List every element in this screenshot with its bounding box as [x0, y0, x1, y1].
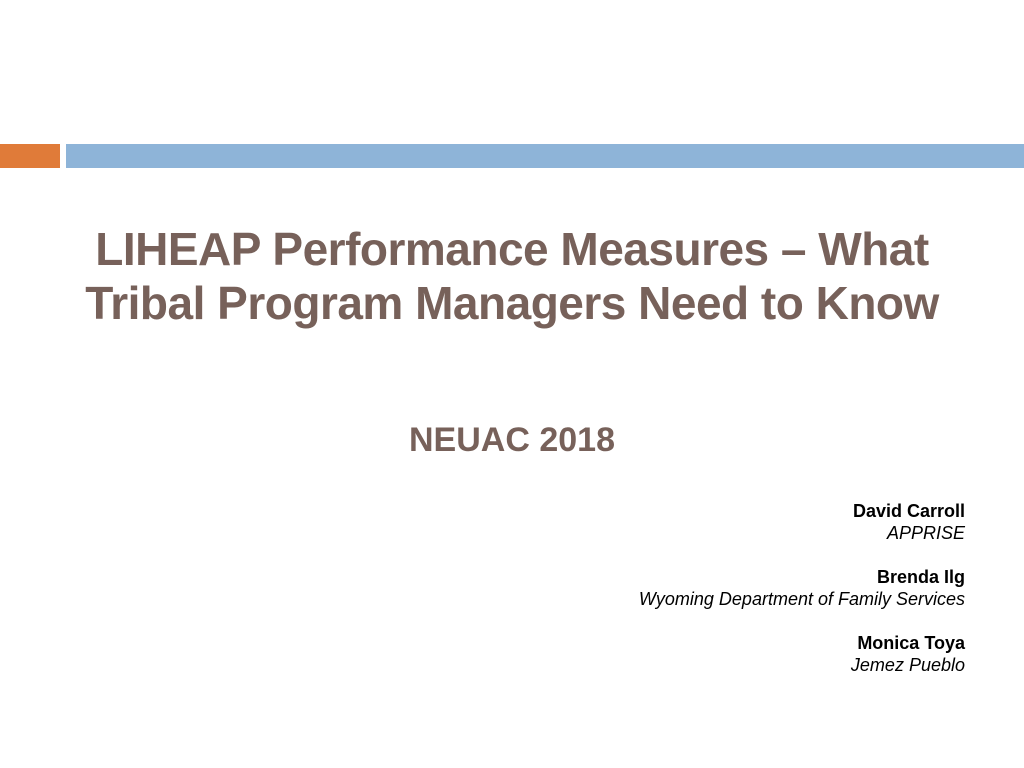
- orange-accent-bar: [0, 144, 60, 168]
- presenter-organization: Jemez Pueblo: [850, 655, 965, 675]
- presenter-item: [465, 632, 965, 676]
- presenter-name: Brenda Ilg: [876, 567, 965, 587]
- presenter-organization: Wyoming Department of Family Services: [638, 589, 965, 609]
- presenter-organization: APPRISE: [886, 523, 965, 543]
- presenter-name: Monica Toya: [857, 633, 965, 653]
- slide-title-line-2: Tribal Program Managers Need to Know: [85, 277, 939, 329]
- slide-title: [20, 222, 1004, 330]
- slide-subtitle: NEUAC 2018: [409, 421, 615, 459]
- presenter-item: [465, 566, 965, 610]
- blue-accent-bar: [66, 144, 1024, 168]
- presenter-name: David Carroll: [852, 501, 965, 521]
- presenter-item: [465, 500, 965, 544]
- presenter-list: [465, 500, 965, 698]
- slide-title-line-1: LIHEAP Performance Measures – What: [95, 223, 929, 275]
